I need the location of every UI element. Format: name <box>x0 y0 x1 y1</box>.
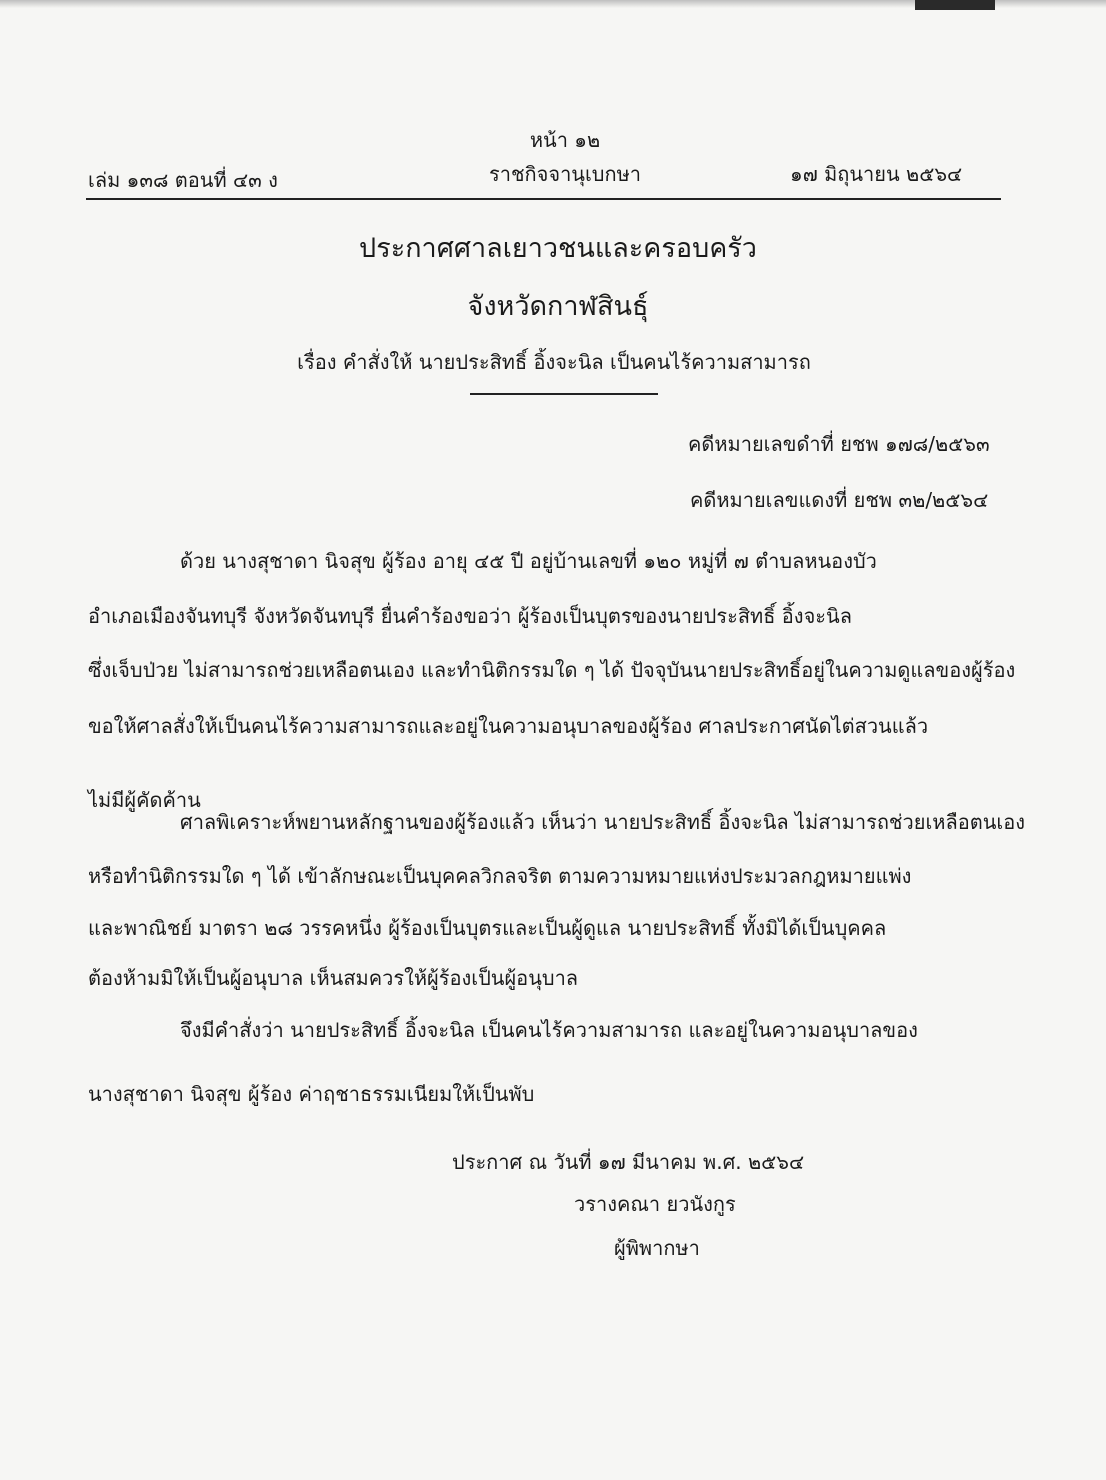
announcement-date: ประกาศ ณ วันที่ ๑๗ มีนาคม พ.ศ. ๒๕๖๔ <box>452 1150 805 1174</box>
body-line-4: ขอให้ศาลสั่งให้เป็นคนไร้ความสามารถและอยู่ในความอนุบาลของผู้ร้อง ศาลประกาศนัดไต่สวนแล้ว <box>88 714 929 738</box>
black-case-number: คดีหมายเลขดำที่ ยชพ ๑๗๘/๒๕๖๓ <box>688 432 990 456</box>
volume-info: เล่ม ๑๓๘ ตอนที่ ๔๓ ง <box>88 168 278 192</box>
body-line-6: ศาลพิเคราะห์พยานหลักฐานของผู้ร้องแล้ว เห็นว่า นายประสิทธิ์ อิ้งจะนิล ไม่สามารถช่วยเหลือตนเอง <box>180 810 1026 834</box>
body-line-8: และพาณิชย์ มาตรา ๒๘ วรรคหนึ่ง ผู้ร้องเป็นบุตรและเป็นผู้ดูแล นายประสิทธิ์ ทั้งมิได้เป็นบุคคล <box>88 916 887 940</box>
body-line-7: หรือทำนิติกรรมใด ๆ ได้ เข้าลักษณะเป็นบุคคลวิกลจริต ตามความหมายแห่งประมวลกฎหมายแพ่ง <box>88 864 912 888</box>
body-line-1: ด้วย นางสุชาดา นิจสุข ผู้ร้อง อายุ ๔๕ ปี อยู่บ้านเลขที่ ๑๒๐ หมู่ที่ ๗ ตำบลหนองบัว <box>180 549 877 573</box>
page-number: หน้า ๑๒ <box>529 128 601 152</box>
red-case-number: คดีหมายเลขแดงที่ ยชพ ๓๒/๒๕๖๔ <box>690 488 989 512</box>
announcement-province: จังหวัดกาฬสินธุ์ <box>467 291 649 322</box>
header-rule <box>86 198 1001 200</box>
body-line-5: ไม่มีผู้คัดค้าน <box>88 788 201 812</box>
scan-corner-mark <box>915 0 995 10</box>
body-line-11: นางสุชาดา นิจสุข ผู้ร้อง ค่าฤชาธรรมเนียมให้เป็นพับ <box>88 1082 535 1106</box>
announcement-title: ประกาศศาลเยาวชนและครอบครัว <box>359 233 757 264</box>
announcement-subject: เรื่อง คำสั่งให้ นายประสิทธิ์ อิ้งจะนิล เป็นคนไร้ความสามารถ <box>297 350 811 374</box>
title-rule <box>470 393 658 395</box>
judge-position: ผู้พิพากษา <box>614 1236 700 1260</box>
judge-name: วรางคณา ยวนังกูร <box>574 1192 736 1216</box>
body-line-9: ต้องห้ามมิให้เป็นผู้อนุบาล เห็นสมควรให้ผู้ร้องเป็นผู้อนุบาล <box>88 966 579 990</box>
body-line-10: จึงมีคำสั่งว่า นายประสิทธิ์ อิ้งจะนิล เป็นคนไร้ความสามารถ และอยู่ในความอนุบาลของ <box>180 1018 918 1042</box>
gazette-date: ๑๗ มิถุนายน ๒๕๖๔ <box>790 162 963 186</box>
body-line-2: อำเภอเมืองจันทบุรี จังหวัดจันทบุรี ยื่นคำร้องขอว่า ผู้ร้องเป็นบุตรของนายประสิทธิ์ อิ้งจะนิล <box>88 604 852 628</box>
gazette-name: ราชกิจจานุเบกษา <box>488 162 642 186</box>
body-line-3: ซึ่งเจ็บป่วย ไม่สามารถช่วยเหลือตนเอง และทำนิติกรรมใด ๆ ได้ ปัจจุบันนายประสิทธิ์อยู่ในความดูแลของผู้ร้อง <box>88 658 1016 682</box>
